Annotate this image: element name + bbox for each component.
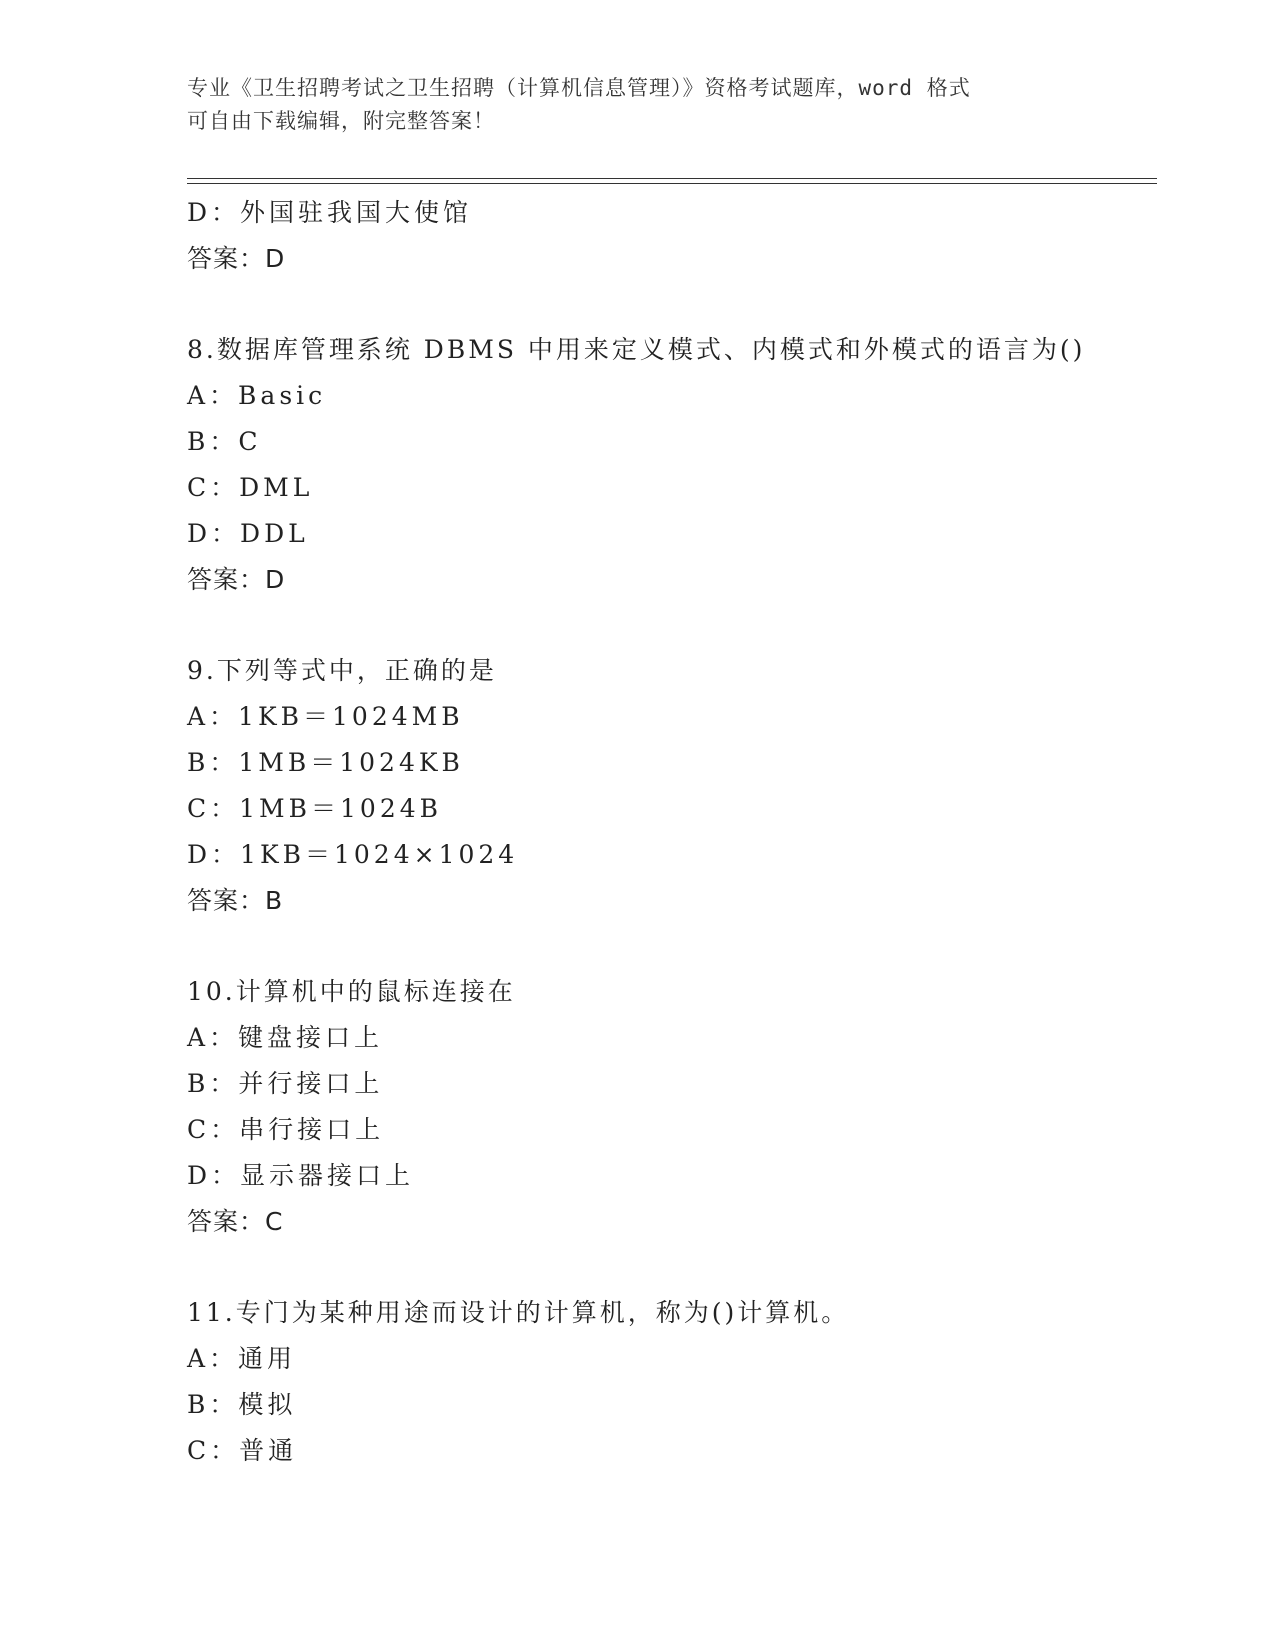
question-title: 9.下列等式中，正确的是 bbox=[187, 656, 497, 685]
question-9 bbox=[187, 648, 1157, 924]
header-divider-top bbox=[187, 178, 1157, 179]
option-b: B：并行接口上 bbox=[187, 1069, 384, 1098]
answer: 答案：B bbox=[187, 886, 284, 915]
option-a: A：1KB＝1024MB bbox=[187, 702, 464, 731]
answer: 答案：C bbox=[187, 1207, 284, 1236]
option-c: C：1MB＝1024B bbox=[187, 794, 442, 823]
option-a: A：通用 bbox=[187, 1344, 297, 1373]
question-list bbox=[187, 190, 1157, 1474]
header-line-2: 可自由下载编辑，附完整答案！ bbox=[187, 109, 495, 133]
option-c: C：普通 bbox=[187, 1436, 298, 1465]
answer: 答案：D bbox=[187, 565, 286, 594]
option-b: B：C bbox=[187, 427, 262, 456]
option-d: D：显示器接口上 bbox=[187, 1161, 415, 1190]
question-8 bbox=[187, 327, 1157, 603]
question-11 bbox=[187, 1290, 1157, 1474]
document-header bbox=[187, 72, 1067, 138]
question-10 bbox=[187, 969, 1157, 1245]
question-title: 10.计算机中的鼠标连接在 bbox=[187, 977, 516, 1006]
option-b: B：模拟 bbox=[187, 1390, 297, 1419]
option-a: A：Basic bbox=[187, 381, 327, 410]
question-title: 11.专门为某种用途而设计的计算机，称为()计算机。 bbox=[187, 1298, 850, 1327]
option-a: A：键盘接口上 bbox=[187, 1023, 384, 1052]
option-b: B：1MB＝1024KB bbox=[187, 748, 464, 777]
option-c: C：串行接口上 bbox=[187, 1115, 385, 1144]
header-divider-bottom bbox=[187, 183, 1157, 184]
option-c: C：DML bbox=[187, 473, 314, 502]
header-line-1: 专业《卫生招聘考试之卫生招聘（计算机信息管理）》资格考试题库，word 格式 bbox=[187, 76, 971, 100]
question-7-answer: 答案：D bbox=[187, 244, 286, 273]
question-7-option-d: D：外国驻我国大使馆 bbox=[187, 198, 473, 227]
question-title: 8.数据库管理系统 DBMS 中用来定义模式、内模式和外模式的语言为() bbox=[187, 335, 1086, 364]
option-d: D：1KB＝1024×1024 bbox=[187, 840, 519, 869]
option-d: D：DDL bbox=[187, 519, 309, 548]
